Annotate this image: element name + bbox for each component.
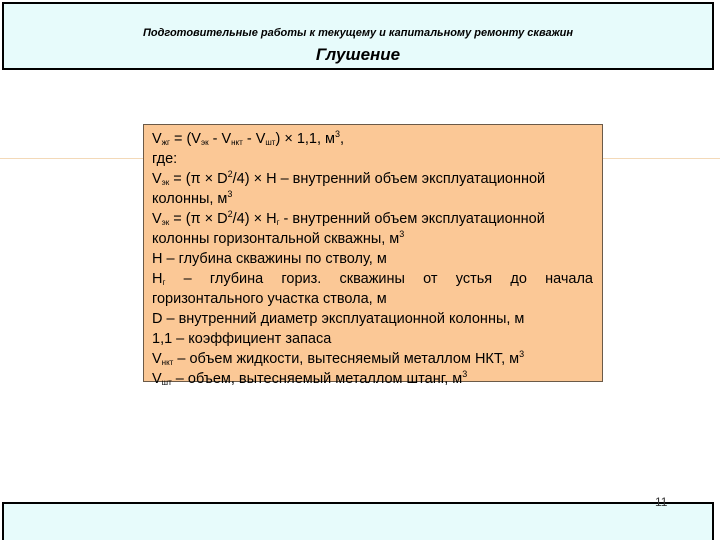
definition-hg-cont: горизонтального участка ствола, м [152,291,387,307]
definition-vnkt: $V_{нкт}$ – объем жидкости, вытесняемый металлом НКТ, $м^3$ [152,349,525,367]
definition-d: D – внутренний диаметр эксплуатационной колонны, м [152,311,525,327]
slide-title: Глушение [315,45,401,64]
section-subtitle: Подготовительные работы к текущему и капитальному ремонту скважин [142,27,574,39]
page-number: 11 [655,495,668,509]
definition-h: H – глубина скважины по стволу, м [152,251,387,267]
header-banner [2,2,714,70]
where-label: где: [152,151,178,167]
definition-vek-horizontal: $V_{эк} = (\pi \times D^2/4) \times H_г$ - внутренний объем эксплуатационной колонны горизонтальной скважны, $м^3$ [152,209,545,247]
definition-coefficient: 1,1 – коэффициент запаса [152,331,332,347]
definition-vek: $V_{эк} = (\pi \times D^2/4) \times H$ – внутренний объем эксплуатационной колонны, $м^3$ [152,169,546,207]
formula-box [143,124,603,387]
footer-banner [2,502,714,540]
main-formula: $V_{жг} = (V_{эк} - V_{нкт} - V_{шт}) \times 1,1$, $м^3$, [152,129,345,147]
definition-hg: $H_г$ – глубина гориз. скважины от устья до начала [152,271,593,287]
definition-vsht: $V_{шт}$ – объем, вытесняемый металлом штанг, $м^3$ [152,369,468,387]
